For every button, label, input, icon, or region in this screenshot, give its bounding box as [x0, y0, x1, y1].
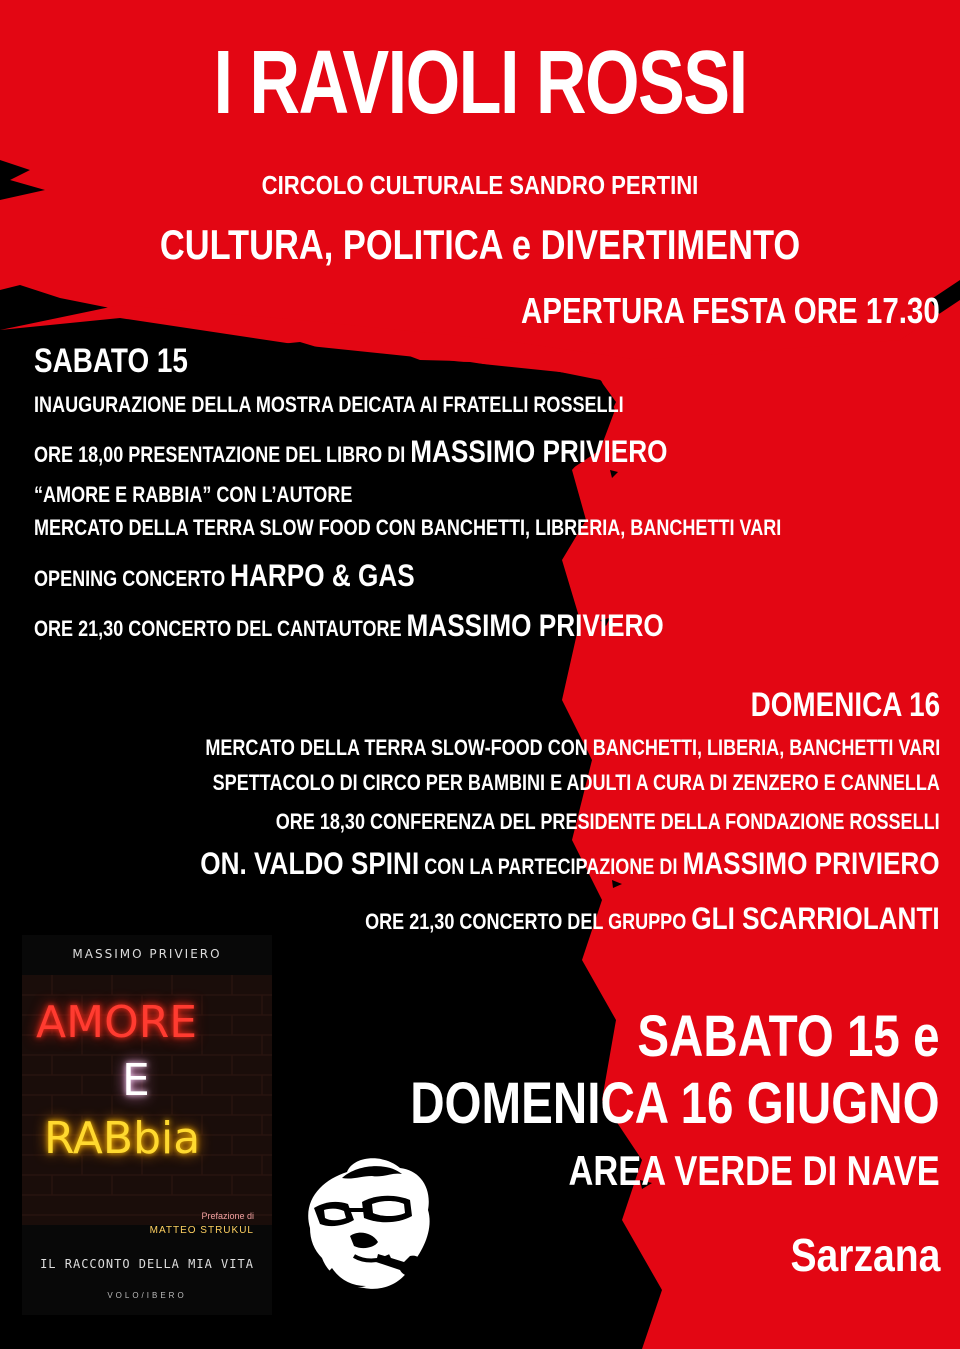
saturday-line-concert-text: ORE 21,30 CONCERTO DEL CANTAUTORE: [34, 616, 407, 641]
tagline: CULTURA, POLITICA e DIVERTIMENTO: [159, 221, 801, 268]
organizer-name: CIRCOLO CULTURALE SANDRO PERTINI: [261, 170, 699, 200]
sunday-guest-text: CON LA PARTECIPAZIONE DI: [419, 854, 683, 879]
saturday-line-opening-concert: [34, 557, 415, 593]
sunday-line-guests: [200, 845, 940, 881]
pertini-portrait-icon: [292, 1150, 442, 1300]
sunday-line-concert: [365, 900, 940, 936]
sunday-concert-text: ORE 21,30 CONCERTO DEL GRUPPO: [365, 909, 692, 934]
saturday-line-book-name: MASSIMO PRIVIERO: [410, 433, 668, 469]
saturday-line-exhibition: INAUGURAZIONE DELLA MOSTRA DEICATA AI FRATELLI ROSSELLI: [34, 392, 624, 417]
book-publisher: VOLO/IBERO: [107, 1291, 187, 1300]
book-cover: [22, 935, 272, 1315]
sunday-guest-spini: ON. VALDO SPINI: [200, 845, 420, 881]
saturday-heading: SABATO 15: [34, 342, 188, 380]
sunday-line-circus: SPETTACOLO DI CIRCO PER BAMBINI E ADULTI A CURA DI ZENZERO E CANNELLA: [212, 770, 940, 795]
saturday-line-market: MERCATO DELLA TERRA SLOW FOOD CON BANCHETTI, LIBRERIA, BANCHETTI VARI: [34, 515, 782, 540]
sunday-line-market: MERCATO DELLA TERRA SLOW-FOOD CON BANCHETTI, LIBERIA, BANCHETTI VARI: [205, 735, 940, 760]
book-author: MASSIMO PRIVIERO: [72, 947, 222, 961]
book-subtitle: IL RACCONTO DELLA MIA VITA: [40, 1257, 254, 1271]
poster-title: I RAVIOLI ROSSI: [213, 33, 747, 133]
dates-line-1: SABATO 15 e: [637, 1004, 940, 1069]
saturday-line-book-text: ORE 18,00 PRESENTAZIONE DEL LIBRO DI: [34, 442, 411, 467]
neon-title-e: E: [122, 1055, 150, 1106]
neon-title-rabbia: RABbia: [44, 1113, 201, 1164]
sunday-heading: DOMENICA 16: [750, 686, 940, 724]
saturday-line-concert-name: MASSIMO PRIVIERO: [406, 607, 664, 643]
saturday-line-opening-name: HARPO & GAS: [230, 557, 415, 593]
sunday-concert-name: GLI SCARRIOLANTI: [691, 900, 940, 936]
book-preface-name: MATTEO STRUKUL: [149, 1225, 254, 1236]
dates-line-2: DOMENICA 16 GIUGNO: [410, 1071, 940, 1136]
city: Sarzana: [790, 1229, 940, 1281]
sunday-line-conference: ORE 18,30 CONFERENZA DEL PRESIDENTE DELLA FONDAZIONE ROSSELLI: [276, 809, 940, 834]
book-preface-label: Prefazione di: [201, 1211, 254, 1221]
saturday-line-author: “AMORE E RABBIA” CON L’AUTORE: [34, 482, 353, 507]
opening-time: APERTURA FESTA ORE 17.30: [521, 290, 940, 331]
saturday-line-concert: [34, 607, 664, 643]
saturday-line-opening-text: OPENING CONCERTO: [34, 566, 231, 591]
saturday-line-book: [34, 433, 668, 469]
venue: AREA VERDE DI NAVE: [568, 1147, 940, 1194]
sunday-guest-priviero: MASSIMO PRIVIERO: [682, 845, 940, 881]
neon-title-amore: AMORE: [36, 997, 198, 1048]
